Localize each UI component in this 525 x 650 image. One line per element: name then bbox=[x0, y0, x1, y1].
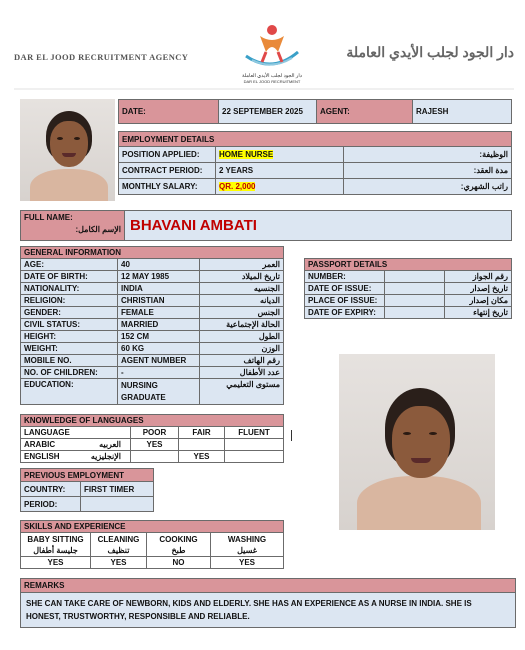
languages-table bbox=[20, 414, 284, 463]
issue-date-label: DATE OF ISSUE: bbox=[305, 283, 385, 295]
nationality-value: INDIA bbox=[118, 283, 200, 295]
country-label: COUNTRY: bbox=[21, 482, 81, 497]
english-poor bbox=[131, 451, 179, 463]
language-col-header: LANGUAGE bbox=[21, 427, 131, 439]
education-value: NURSING bbox=[121, 381, 158, 390]
contract-label: CONTRACT PERIOD: bbox=[119, 163, 216, 179]
contract-value: 2 YEARS bbox=[216, 163, 344, 179]
dob-label: DATE OF BIRTH: bbox=[21, 271, 118, 283]
height-label-ar: الطول bbox=[200, 331, 284, 343]
remarks-table bbox=[20, 578, 516, 628]
salary-value: QR. 2,000 bbox=[219, 182, 256, 191]
children-label-ar: عدد الأطفال bbox=[200, 367, 284, 379]
civil-status-value: MARRIED bbox=[118, 319, 200, 331]
children-label: NO. OF CHILDREN: bbox=[21, 367, 118, 379]
arabic-fluent bbox=[225, 439, 284, 451]
employment-table bbox=[118, 131, 512, 195]
gender-value: FEMALE bbox=[118, 307, 200, 319]
religion-label-ar: الديانه bbox=[200, 295, 284, 307]
fluent-col-header: FLUENT bbox=[225, 427, 284, 439]
english-label-ar: الإنجليزيه bbox=[90, 452, 121, 461]
age-label-ar: العمر bbox=[200, 259, 284, 271]
issue-date-label-ar: تاريخ إصدار bbox=[445, 283, 512, 295]
english-fair: YES bbox=[179, 451, 225, 463]
gender-label-ar: الجنس bbox=[200, 307, 284, 319]
cooking-label: COOKING bbox=[159, 534, 198, 544]
passport-number-label-ar: رقم الجواز bbox=[445, 271, 512, 283]
contract-label-ar: مدة العقد: bbox=[344, 163, 512, 179]
passport-number-value bbox=[385, 271, 445, 283]
position-label: POSITION APPLIED: bbox=[119, 147, 216, 163]
poor-col-header: POOR bbox=[131, 427, 179, 439]
religion-label: RELIGION: bbox=[21, 295, 118, 307]
issue-place-label-ar: مكان إصدار bbox=[445, 295, 512, 307]
expiry-date-value bbox=[385, 307, 445, 319]
english-fluent bbox=[225, 451, 284, 463]
fair-col-header: FAIR bbox=[179, 427, 225, 439]
mobile-label-ar: رقم الهاتف bbox=[200, 355, 284, 367]
arabic-label: ARABIC bbox=[24, 440, 56, 449]
remarks-heading: REMARKS bbox=[21, 579, 516, 593]
salary-label: MONTHLY SALARY: bbox=[119, 179, 216, 195]
religion-value: CHRISTIAN bbox=[118, 295, 200, 307]
applicant-photo-large bbox=[339, 354, 495, 530]
cleaning-value: YES bbox=[91, 557, 147, 569]
remarks-line-1: SHE CAN TAKE CARE OF NEWBORN, KIDS AND ELDERLY. SHE HAS AN EXPERIENCE AS A NURSE IN INDIA. SHE IS bbox=[26, 599, 472, 608]
cleaning-label: CLEANING bbox=[97, 534, 140, 544]
baby-sitting-label: BABY SITTING bbox=[27, 534, 84, 544]
period-value bbox=[81, 497, 154, 512]
weight-label-ar: الوزن bbox=[200, 343, 284, 355]
full-name-label: FULL NAME: bbox=[24, 213, 73, 222]
baby-sitting-label-ar: جليسة أطفال bbox=[33, 545, 78, 555]
cooking-label-ar: طبخ bbox=[171, 545, 186, 555]
agency-name-en: DAR EL JOOD RECRUITMENT AGENCY bbox=[14, 52, 189, 62]
arabic-fair bbox=[179, 439, 225, 451]
cooking-value: NO bbox=[147, 557, 211, 569]
expiry-date-label: DATE OF EXPIRY: bbox=[305, 307, 385, 319]
applicant-photo-small bbox=[20, 99, 115, 201]
washing-label-ar: غسيل bbox=[237, 545, 257, 555]
general-heading: GENERAL INFORMATION bbox=[21, 247, 284, 259]
date-label: DATE: bbox=[119, 100, 219, 124]
full-name-value: BHAVANI AMBATI bbox=[125, 211, 512, 241]
arabic-poor: YES bbox=[131, 439, 179, 451]
text-cursor bbox=[291, 430, 292, 441]
english-label: ENGLISH bbox=[24, 452, 60, 461]
dob-label-ar: تاريخ الميلاد bbox=[200, 271, 284, 283]
general-info-table bbox=[20, 246, 284, 405]
full-name-label-ar: الإسم الكامل: bbox=[75, 225, 121, 234]
agency-logo bbox=[232, 22, 312, 88]
country-value: FIRST TIMER bbox=[81, 482, 154, 497]
date-value: 22 SEPTEMBER 2025 bbox=[219, 100, 317, 124]
skills-heading: SKILLS AND EXPERIENCE bbox=[21, 521, 284, 533]
agent-value: RAJESH bbox=[413, 100, 512, 124]
languages-heading: KNOWLEDGE OF LANGUAGES bbox=[21, 415, 284, 427]
nationality-label: NATIONALITY: bbox=[21, 283, 118, 295]
mobile-value: AGENT NUMBER bbox=[118, 355, 200, 367]
expiry-date-label-ar: تاريخ إنتهاء bbox=[445, 307, 512, 319]
mobile-label: MOBILE NO. bbox=[21, 355, 118, 367]
arabic-label-ar: العربيه bbox=[99, 440, 121, 449]
full-name-table bbox=[20, 210, 512, 241]
washing-label: WASHING bbox=[227, 534, 267, 544]
passport-table bbox=[304, 258, 512, 319]
age-value: 40 bbox=[118, 259, 200, 271]
issue-date-value bbox=[385, 283, 445, 295]
position-label-ar: الوظيفة: bbox=[344, 147, 512, 163]
issue-place-label: PLACE OF ISSUE: bbox=[305, 295, 385, 307]
date-agent-table bbox=[118, 99, 512, 124]
dob-value: 12 MAY 1985 bbox=[118, 271, 200, 283]
employment-heading: EMPLOYMENT DETAILS bbox=[119, 132, 512, 147]
logo-text-en: DAR EL JOOD RECRUITMENT bbox=[243, 79, 301, 84]
agent-label: AGENT: bbox=[317, 100, 413, 124]
children-value: - bbox=[118, 367, 200, 379]
salary-label-ar: راتب الشهري: bbox=[344, 179, 512, 195]
gender-label: GENDER: bbox=[21, 307, 118, 319]
civil-status-label-ar: الحالة الإجتماعية bbox=[200, 319, 284, 331]
logo-text-ar: دار الجود لجلب الأيدي العاملة bbox=[242, 73, 302, 79]
position-value: HOME NURSE bbox=[219, 150, 274, 159]
nationality-label-ar: الجنسيه bbox=[200, 283, 284, 295]
header-rule bbox=[14, 88, 514, 90]
height-label: HEIGHT: bbox=[21, 331, 118, 343]
education-label-ar: مستوى التعليمي bbox=[200, 379, 284, 405]
logo-figure-icon bbox=[232, 22, 312, 70]
age-label: AGE: bbox=[21, 259, 118, 271]
height-value: 152 CM bbox=[118, 331, 200, 343]
education-label: EDUCATION: bbox=[21, 379, 118, 405]
remarks-line-2: HONEST, TRUSTWORTHY, RESPONSIBLE AND RELIABLE. bbox=[26, 612, 250, 621]
weight-label: WEIGHT: bbox=[21, 343, 118, 355]
period-label: PERIOD: bbox=[21, 497, 81, 512]
issue-place-value bbox=[385, 295, 445, 307]
weight-value: 60 KG bbox=[118, 343, 200, 355]
passport-heading: PASSPORT DETAILS bbox=[305, 259, 512, 271]
baby-sitting-value: YES bbox=[21, 557, 91, 569]
washing-value: YES bbox=[211, 557, 284, 569]
previous-employment-table bbox=[20, 468, 154, 512]
education-value-2: GRADUATE bbox=[121, 393, 166, 402]
agency-name-ar: دار الجود لجلب الأيدي العاملة bbox=[346, 44, 514, 60]
cleaning-label-ar: تنظيف bbox=[107, 545, 130, 555]
previous-heading: PREVIOUS EMPLOYMENT bbox=[21, 469, 154, 482]
civil-status-label: CIVIL STATUS: bbox=[21, 319, 118, 331]
passport-number-label: NUMBER: bbox=[305, 271, 385, 283]
skills-table bbox=[20, 520, 284, 569]
